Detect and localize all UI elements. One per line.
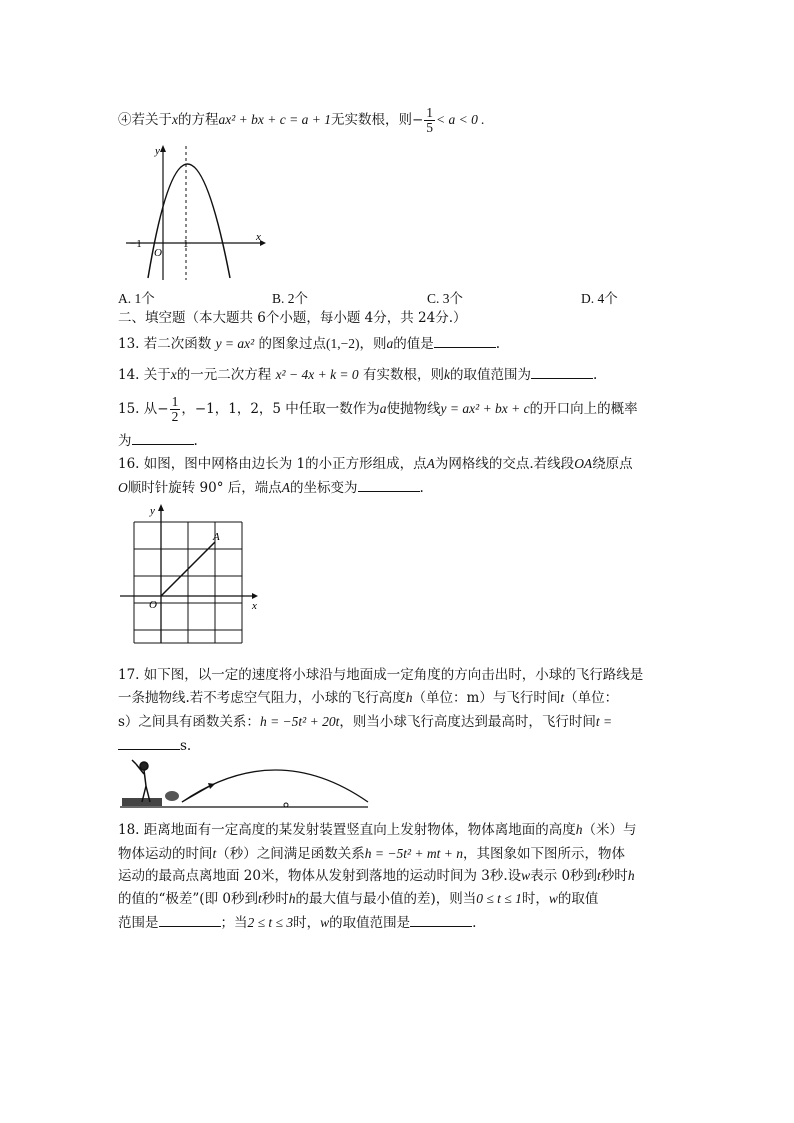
answer-blank-15 [132, 430, 194, 445]
parabola-figure [118, 140, 268, 285]
answer-blank-18a [159, 912, 221, 927]
grid-x-axis-label: x [252, 600, 257, 612]
question-13: 13. 若二次函数 y = ax² 的图象过点(1,−2)，则a的值是 . [118, 333, 500, 354]
tick-label-neg1: −1 [130, 238, 142, 250]
question-14: 14. 关于x的一元二次方程 x² − 4x + k = 0 有实数根，则k的取值范围为 . [118, 364, 597, 385]
section-heading: 二、填空题（本大题共 6个小题，每小题 4分，共 24分.） [118, 310, 467, 326]
question-18-line5: 范围是 ；当2 ≤ t ≤ 3时，w的取值范围是 . [118, 912, 476, 933]
question-17-line3: s）之间具有函数关系：h = −5t² + 20t，则当小球飞行高度达到最高时，飞行时间t = [118, 714, 613, 730]
grid-origin-label: O [149, 599, 157, 611]
x-axis-label: x [256, 231, 261, 243]
answer-blank-18b [410, 912, 472, 927]
question-17: 17. 如下图，以一定的速度将小球沿与地面成一定角度的方向击出时，小球的飞行路线是 [118, 667, 644, 683]
grid-y-axis-label: y [150, 505, 155, 517]
answer-blank-13 [434, 333, 496, 348]
choice-c: C. 3个 [427, 291, 464, 306]
grid-figure [118, 502, 263, 647]
question-18-line3: 运动的最高点离地面 20米，物体从发射到落地的运动时间为 3秒.设w表示 0秒到t秒时h [118, 868, 635, 884]
question-16: 16. 如图，图中网格由边长为 1的小正方形组成，点A为网格线的交点.若线段OA绕原点 [118, 456, 633, 472]
question-16-line2: O顺时针旋转 90° 后，端点A的坐标变为 . [118, 477, 424, 498]
fraction-one-half: $\frac{1}{2}$ [171, 394, 179, 424]
question-18: 18. 距离地面有一定高度的某发射装置竖直向上发射物体，物体离地面的高度h（米）与 [118, 822, 637, 838]
answer-blank-14 [531, 364, 593, 379]
question-17-line4: s. [118, 735, 191, 756]
origin-label: O [154, 247, 162, 259]
question-15-line2: 为 . [118, 430, 198, 451]
answer-blank-17 [118, 735, 180, 750]
question-18-line2: 物体运动的时间t（秒）之间满足函数关系h = −5t² + mt + n，其图象如下图所示，物体 [118, 846, 626, 862]
question-17-line2: 一条抛物线.若不考虑空气阻力，小球的飞行高度h（单位：m）与飞行时间t（单位： [118, 690, 619, 706]
choice-d: D. 4个 [581, 291, 618, 306]
tick-label-1: 1 [183, 238, 189, 250]
answer-blank-16 [358, 477, 420, 492]
q12-item4: ④若关于x的方程ax² + bx + c = a + 1无实数根，则− $\frac{1}{5}$ < a < 0 . [118, 105, 485, 135]
fraction-one-fifth: $\frac{1}{5}$ [426, 105, 434, 135]
grid-point-a-label: A [213, 531, 220, 543]
y-axis-label: y [155, 145, 160, 157]
question-15: 15. 从− $\frac{1}{2}$ ，−1，1，2，5 中任取一数作为a使抛物线y = ax² + bx + c的开口向上的概率 [118, 394, 638, 424]
choice-a: A. 1个 [118, 291, 155, 306]
question-18-line4: 的值的“极差”(即 0秒到t秒时h的最大值与最小值的差)，则当0 ≤ t ≤ 1时，w的取值 [118, 891, 599, 907]
golfer-icon [132, 760, 150, 802]
choice-b: B. 2个 [272, 291, 309, 306]
ball-trajectory-figure [118, 758, 370, 813]
